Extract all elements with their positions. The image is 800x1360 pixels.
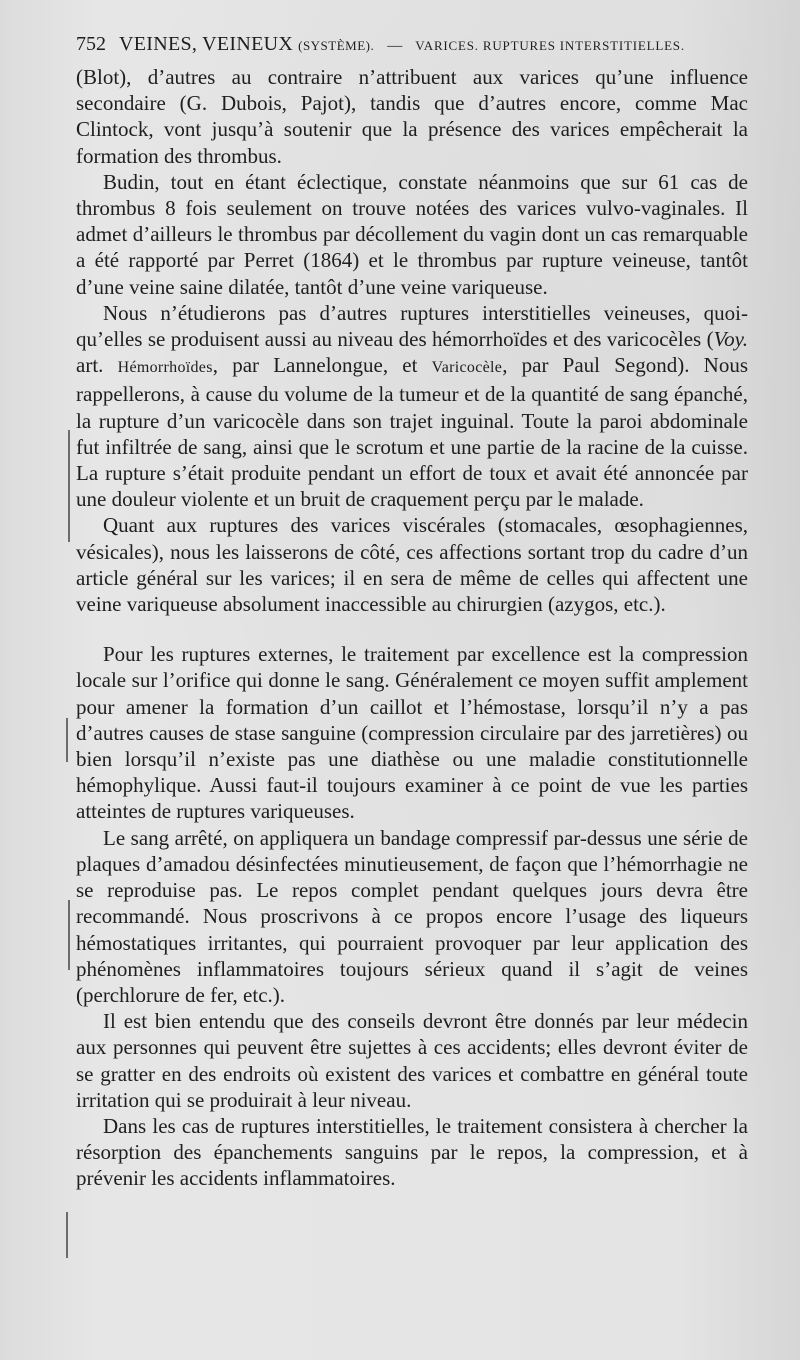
header-title-paren: (SYSTÈME). <box>298 38 375 53</box>
page-number: 752 <box>76 33 106 55</box>
section-gap <box>76 617 748 641</box>
margin-mark-compression <box>66 718 68 762</box>
paragraph-7: Il est bien entendu que des conseils devront être donnés par leur médecin aux personnes qui peuvent être sujettes à ces accidents; elles devront éviter de se gratter en des endroits où existent des varices et combattre en général toute irritation qui se produirait à leur niveau. <box>76 1009 748 1112</box>
margin-mark-inguinal <box>68 430 70 542</box>
paragraph-8: Dans les cas de ruptures interstitielles, le traitement consistera à chercher la résorption des épanchements sanguins par le repos, la compression, et à prévenir les accidents inflammatoires. <box>76 1113 748 1191</box>
header-dash: — <box>387 38 403 54</box>
paragraph-5: Pour les ruptures externes, le traitement par excellence est la compression locale sur l’orifice qui donne le sang. Généralement ce moyen suffit amplement pour amener la formation d’un caillot et l’hémostase, lorsqu’il n’y a pas d’autres causes de stase sanguine (compression circulaire par des jarretières) ou bien lorsqu’il n’existe pas une diathèse ou une maladie constitutionnelle hémophylique. Aussi faut-il toujours examiner à ce point de vue les parties atteintes de ruptures variqueuses. <box>76 642 748 824</box>
p3-text-d: , par Paul Segond). Nous rappellerons, à cause du volume de la tumeur et de la quantité de sang épanché, la rupture d’un varicocèle dans son trajet inguinal. Toute la paroi abdominale fut infiltrée de sang, ainsi que le scrotum et une partie de la racine de la cuisse. La rupture s’était produite pendant un effort de toux et avait été annoncée par une douleur violente et un bruit de craquement perçu par le malade. <box>76 353 748 512</box>
p3-voy: Voy. <box>713 327 748 352</box>
p3-text-a: Nous n’étudierons pas d’autres ruptures interstitielles veineuses, quoiqu’elles se produisent aussi au niveau des hémorrhoïdes et des varicocèles ( <box>76 300 748 352</box>
paragraph-2: Budin, tout en étant éclectique, constate néanmoins que sur 61 cas de thrombus 8 fois seulement on trouve notées des varices vulvo-vaginales. Il admet d’ailleurs le thrombus par décollement du vagin dont un cas remarquable a été rapporté par Perret (1864) et le thrombus par rupture veineuse, tantôt d’une veine saine dilatée, tantôt d’une veine variqueuse. <box>76 169 748 299</box>
body-text <box>76 64 748 1192</box>
paragraph-6: Le sang arrêté, on appliquera un bandage compressif par-dessus une série de plaques d’amadou désinfectées minutieusement, de façon que l’hémorrhagie ne se reproduise pas. Le repos complet pendant quelques jours devra être recommandé. Nous proscrivons à ce propos encore l’usage des liqueurs hémostatiques irritantes, qui pourraient provoquer par leur application des phénomènes inflammatoires toujours sérieux quand il s’agit de veines (perchlorure de fer, etc.). <box>76 825 748 1007</box>
paragraph-1: (Blot), d’autres au contraire n’attribuent aux varices qu’une influence secondaire (G. Dubois, Pajot), tandis que d’autres encore, comme Mac Clintock, vont jusqu’à soutenir que la présence des varices empêcherait la formation des thrombus. <box>76 65 748 168</box>
running-header <box>76 30 744 58</box>
header-title: VEINES, VEINEUX <box>119 33 294 55</box>
margin-mark-resorption <box>66 1212 68 1258</box>
p3-text-c: , par Lannelongue, et <box>212 353 432 378</box>
p3-hemorrhoides: Hémorrhoïdes <box>117 359 213 377</box>
paragraph-4: Quant aux ruptures des varices viscérales (stomacales, œsophagiennes, vésicales), nous les laisserons de côté, ces affections sortant trop du cadre d’un article général sur les varices; il en sera de même de celles qui affectent une veine variqueuse absolument inaccessible au chirurgien (azygos, etc.). <box>76 513 748 617</box>
p3-varicocele: Varicocèle <box>431 359 503 377</box>
paragraph-3 <box>76 300 748 513</box>
margin-mark-bandage <box>68 900 70 970</box>
header-subtitle: VARICES. RUPTURES INTERSTITIELLES. <box>415 38 685 53</box>
p3-text-b: art. <box>76 353 118 378</box>
